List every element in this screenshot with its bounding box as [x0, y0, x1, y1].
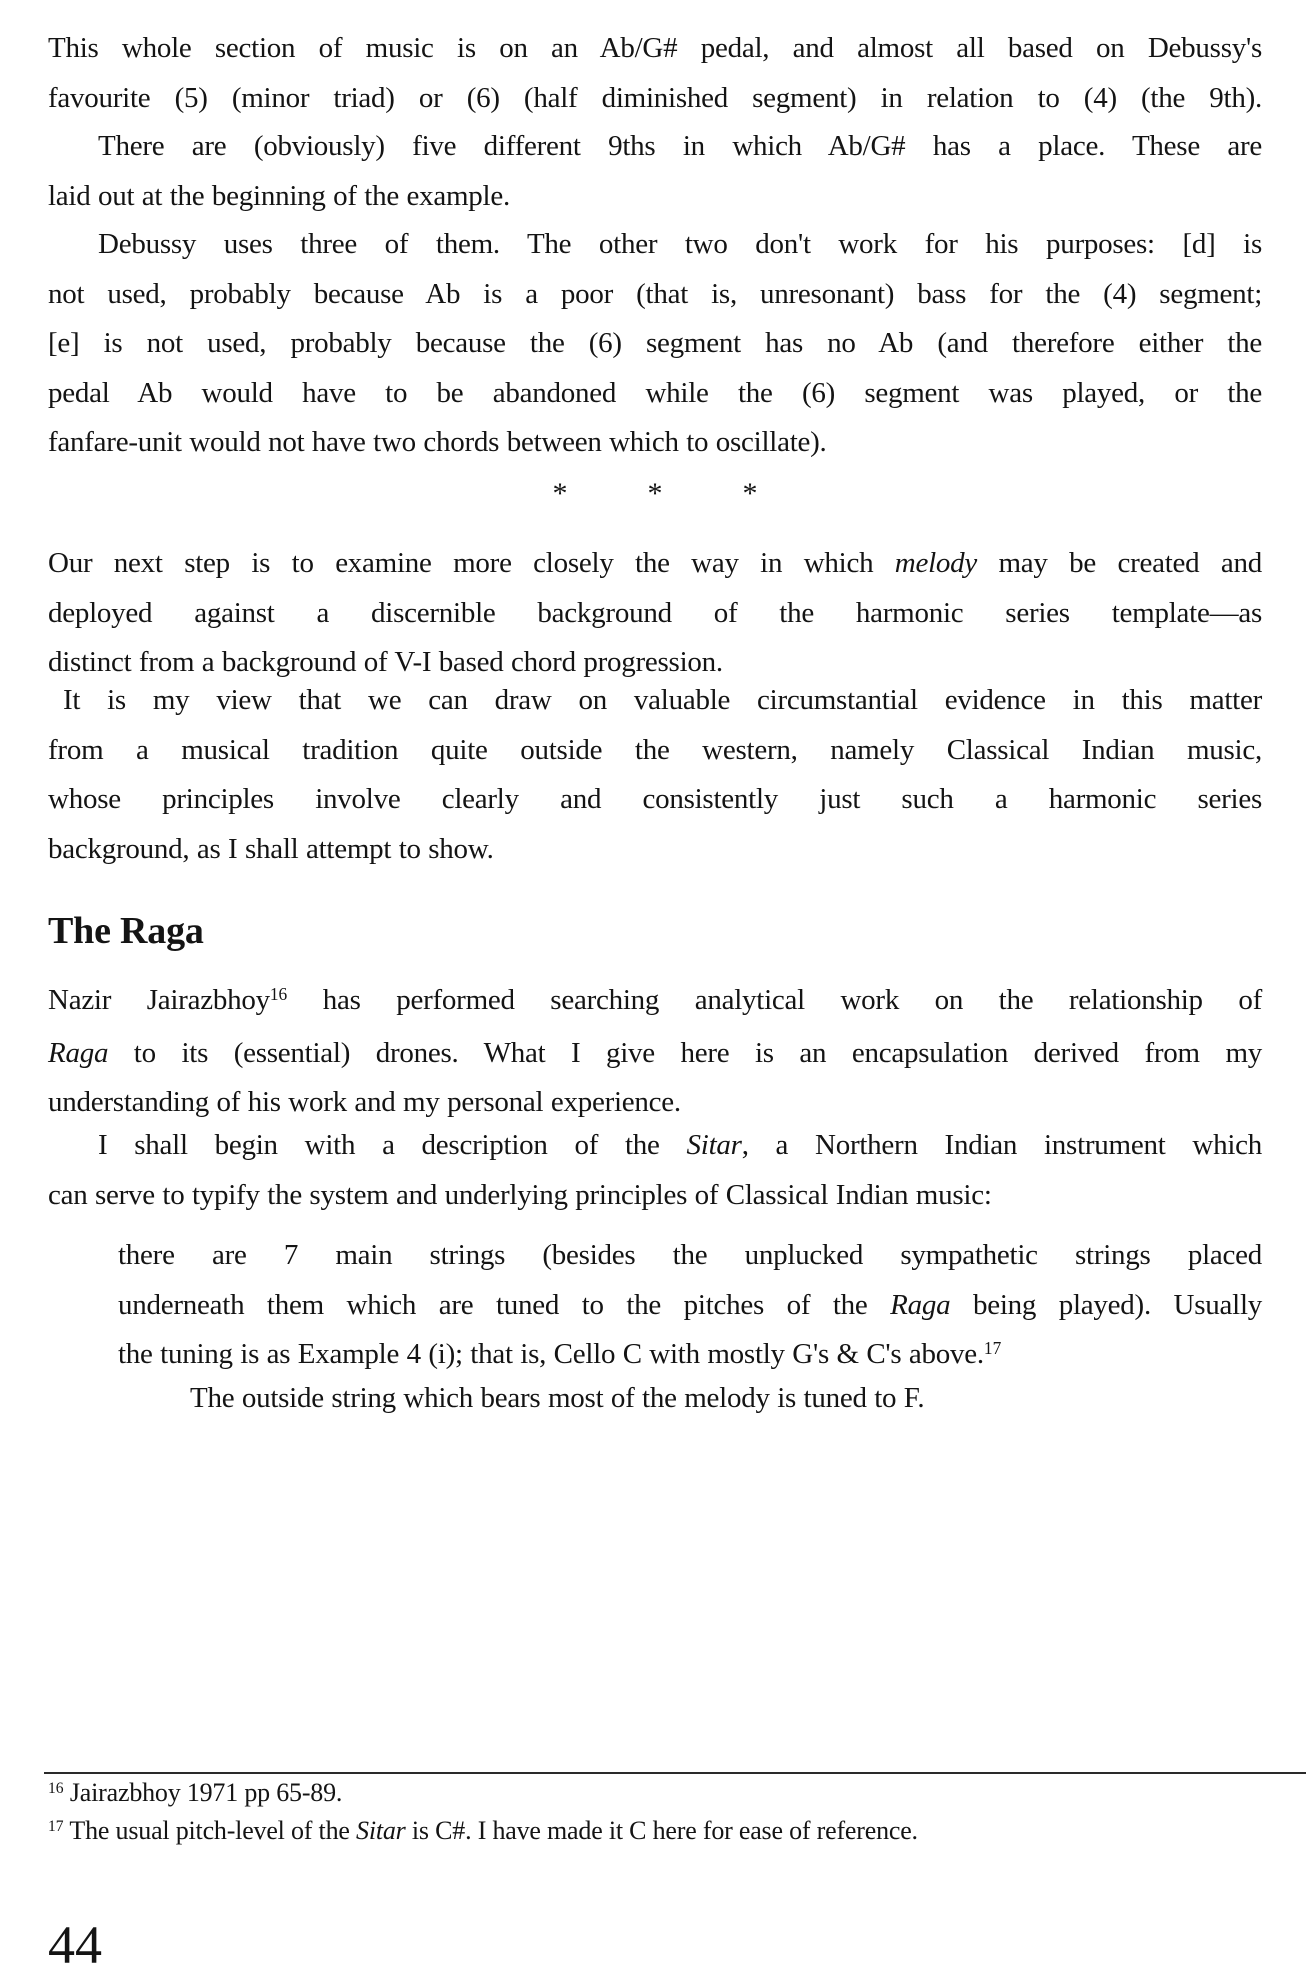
text-line: from a musical tradition quite outside the western, namely Classical Indian music,: [48, 733, 1262, 766]
text-line: The outside string which bears most of the melody is tuned to F.: [190, 1382, 925, 1414]
text-line: not used, probably because Ab is a poor (that is, unresonant) bass for the (4) segment;: [48, 277, 1262, 310]
text-line: Our next step is to examine more closely the way in which melody may be created and: [48, 547, 1262, 579]
text-line: I shall begin with a description of the Sitar, a Northern Indian instrument which: [98, 1129, 1262, 1161]
block-quote-last-line: [118, 1374, 1262, 1424]
text-line: the tuning is as Example 4 (i); that is, Cello C with mostly G's & C's above.$^{17}$: [118, 1338, 1002, 1370]
text-line: underneath them which are tuned to the pitches of the Raga being played). Usually: [118, 1288, 1262, 1321]
paragraph-5: [48, 676, 1262, 874]
block-quote: [118, 1231, 1262, 1383]
text-line: Debussy uses three of them. The other two don't work for his purposes: [d] is: [98, 228, 1262, 260]
text-line: background, as I shall attempt to show.: [48, 832, 494, 865]
section-heading-the-raga: The Raga: [48, 910, 204, 952]
text-line: can serve to typify the system and underlying principles of Classical Indian music:: [48, 1178, 992, 1211]
text-line: It is my view that we can draw on valuable circumstantial evidence in this matter: [63, 684, 1262, 716]
text-line: Nazir Jairazbhoy$^{16}$ has performed searching analytical work on the relationship of: [48, 984, 1263, 1016]
text-line: there are 7 main strings (besides the unplucked sympathetic strings placed: [118, 1239, 1262, 1271]
footnote-16: $^{16}$ Jairazbhoy 1971 pp 65-89.: [48, 1778, 343, 1807]
text-line: whose principles involve clearly and consistently just such a harmonic series: [48, 783, 1262, 815]
asterisk: *: [742, 477, 758, 510]
text-line: understanding of his work and my personal experience.: [48, 1086, 681, 1118]
asterisk: *: [647, 477, 663, 510]
paragraph-4: [48, 539, 1262, 688]
paragraph-1: [48, 24, 1262, 123]
paragraph-2: [48, 122, 1262, 221]
text-line: [e] is not used, probably because the (6) segment has no Ab (and therefore either the: [48, 327, 1262, 359]
text-line: Raga to its (essential) drones. What I give here is an encapsulation derived from my: [48, 1036, 1262, 1069]
text-line: fanfare-unit would not have two chords between which to oscillate).: [48, 426, 827, 458]
asterisk: *: [552, 477, 568, 510]
paragraph-6: [48, 976, 1262, 1128]
text-line: There are (obviously) five different 9ths in which Ab/G# has a place. These are: [98, 130, 1262, 162]
footnote-divider: [44, 1772, 1306, 1774]
paragraph-3: [48, 220, 1262, 468]
page-number: 44: [48, 1915, 102, 1975]
text-line: This whole section of music is on an Ab/G# pedal, and almost all based on Debussy's: [48, 32, 1262, 64]
text-line: favourite (5) (minor triad) or (6) (half diminished segment) in relation to (4) (the 9th).: [48, 81, 1262, 114]
text-line: deployed against a discernible background of the harmonic series template—as: [48, 596, 1262, 629]
footnote-17: $^{17}$ The usual pitch-level of the Sitar is C#. I have made it C here for ease of reference.: [48, 1816, 918, 1845]
text-line: pedal Ab would have to be abandoned while the (6) segment was played, or the: [48, 376, 1262, 409]
text-line: distinct from a background of V-I based chord progression.: [48, 646, 723, 678]
asterisk-section-break: [48, 474, 1262, 514]
text-line: laid out at the beginning of the example.: [48, 179, 510, 212]
footnotes: [48, 1776, 1288, 1852]
paragraph-7: [48, 1121, 1262, 1220]
